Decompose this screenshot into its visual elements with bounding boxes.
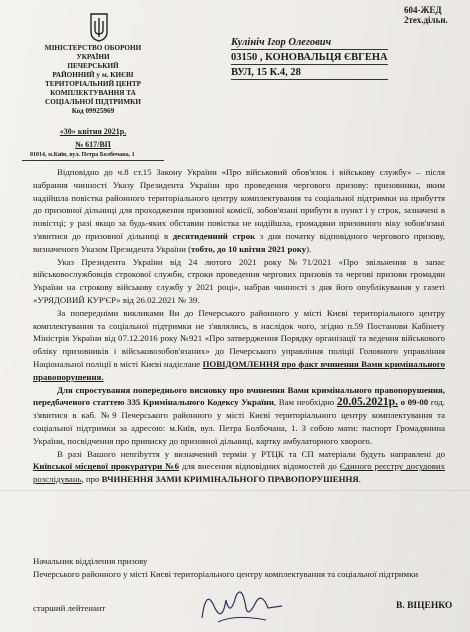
paragraph: За попередніми викликами Ви до Печерського районного у місті Києві територіального центру комплектування та соціальної підтримки не з'являлись, в наслідок чого, згідно п.59 Постанови Кабінету Міністрів України від 07.12.2016 року №921 «Про затвердження Порядку організації та ведення військового обліку призовників і військовозобов'язаних» до Печерського управління поліції Головного управління Національної поліції в місті Києві надіслане ПОВІДОМЛЕННЯ про факт вчинення Вами кримінального правопорушення.	[33, 307, 446, 382]
ministry-line: УКРАЇНИ	[76, 53, 110, 61]
recipient-address-line: 03150 , КОНОВАЛЬЦЯ ЄВГЕНА	[231, 52, 388, 63]
ministry-line: ПЕЧЕРСЬКИЙ	[67, 62, 119, 70]
coat-of-arms-icon	[88, 12, 110, 42]
sender-address: 01014, м.Київ, вул. Петра Болбочана, 1	[30, 152, 135, 158]
signer-rank: старший лейтенант	[33, 603, 106, 613]
recipient-name: Кулініч Ігор Олегович	[231, 36, 388, 50]
recipient-address-line: ВУЛ, 15 К.4, 28	[231, 66, 388, 80]
handwritten-signature	[196, 578, 286, 626]
signer-unit: Печерського районного у місті Києві територіального центру комплектування та соціальної підтримки	[33, 569, 419, 579]
ministry-line: ТЕРИТОРІАЛЬНИЙ ЦЕНТР	[44, 80, 142, 88]
paragraph: Відповідно до ч.8 ст.15 Закону України «Про військовий обов'язок і військову службу» – після набрання чинності Указу Президента України про проведення чергового призову: призовники, яким надійшла повістка районного територіального центру комплектування та соціальної підтримки на прибуття до призовної дільниці для проходження призовної комісії, зобов'язані прибути в пункт і у строк, зазначені в повістці; у разі якщо за будь-яких обставин повістка не надійшла, громадяни призовного віку зобов'язані з'явитися до призовної дільниці в десятиденний строк з дня початку відповідного чергового призову, визначеного Указом Президента України (тобто, до 10 квітня 2021 року).	[33, 167, 445, 254]
paper-fold	[0, 490, 470, 491]
paragraph: Указ Президента України від 24 лютого 2021 року №71/2021 «Про звільнення в запас військовослужбовців строкової служби, строки проведення чергових призовів та чергові призови громадян України на строкову військову службу у 2021 році», набрав чинності з дня його опублікування у газеті «УРЯДОВИЙ КУР'ЄР» від 26.02.2021 № 39.	[33, 256, 445, 305]
document-number: № 617/ВП	[75, 140, 111, 149]
signer-name: В. ВІЦЕНКО	[396, 601, 453, 611]
ministry-line: РАЙОННИЙ у м. КИЄВІ	[52, 71, 134, 79]
ministry-code: Код 09925969	[71, 107, 115, 115]
ministry-line: МІНІСТЕРСТВО ОБОРОНИ	[44, 44, 142, 52]
header-divider	[22, 160, 164, 161]
paragraph: Для спростування попереднього висновку про вчинення Вами кримінального правопорушення, передбаченого статтею 335 Кримінального Кодексу України, Вам необхідно 20.05.2021р. о 09-00 год. з'явитися в каб. №9 Печерського районного у місті Києві територіального центру комплектування та соціальної підтримки за адресою: м.Київ, вул. Петра Болбочана, 1. З собою мати: паспорт Громадянина України, посвідчення про приписку до призовної дільниці, картку амбулаторного хворого.	[33, 384, 445, 446]
letter-body	[33, 166, 445, 486]
ministry-line: КОМПЛЕКТУВАННЯ ТА	[50, 89, 136, 97]
ministry-block	[18, 44, 168, 116]
document-date: «30» квітня 2021р.	[59, 127, 127, 136]
paragraph: В разі Вашого непribуття у визначений термін у РТЦК та СП матеріали будуть направлені до Київської місцевої прокуратури №6 для внесення відповідних відомостей до Єдиного реєстру досудових розслідувань, про ВЧИНЕННЯ ЗАМИ КРИМІНАЛЬНОГО ПРАВОПОРУШЕННЯ.	[33, 448, 445, 485]
ministry-line: СОЦІАЛЬНОЇ ПІДТРИМКИ	[45, 98, 141, 106]
recipient-block	[231, 36, 388, 81]
signer-position: Начальник відділення призову	[33, 556, 148, 566]
registry-stamp: 604-ЖЕД 2тех.дільн.	[404, 5, 448, 25]
